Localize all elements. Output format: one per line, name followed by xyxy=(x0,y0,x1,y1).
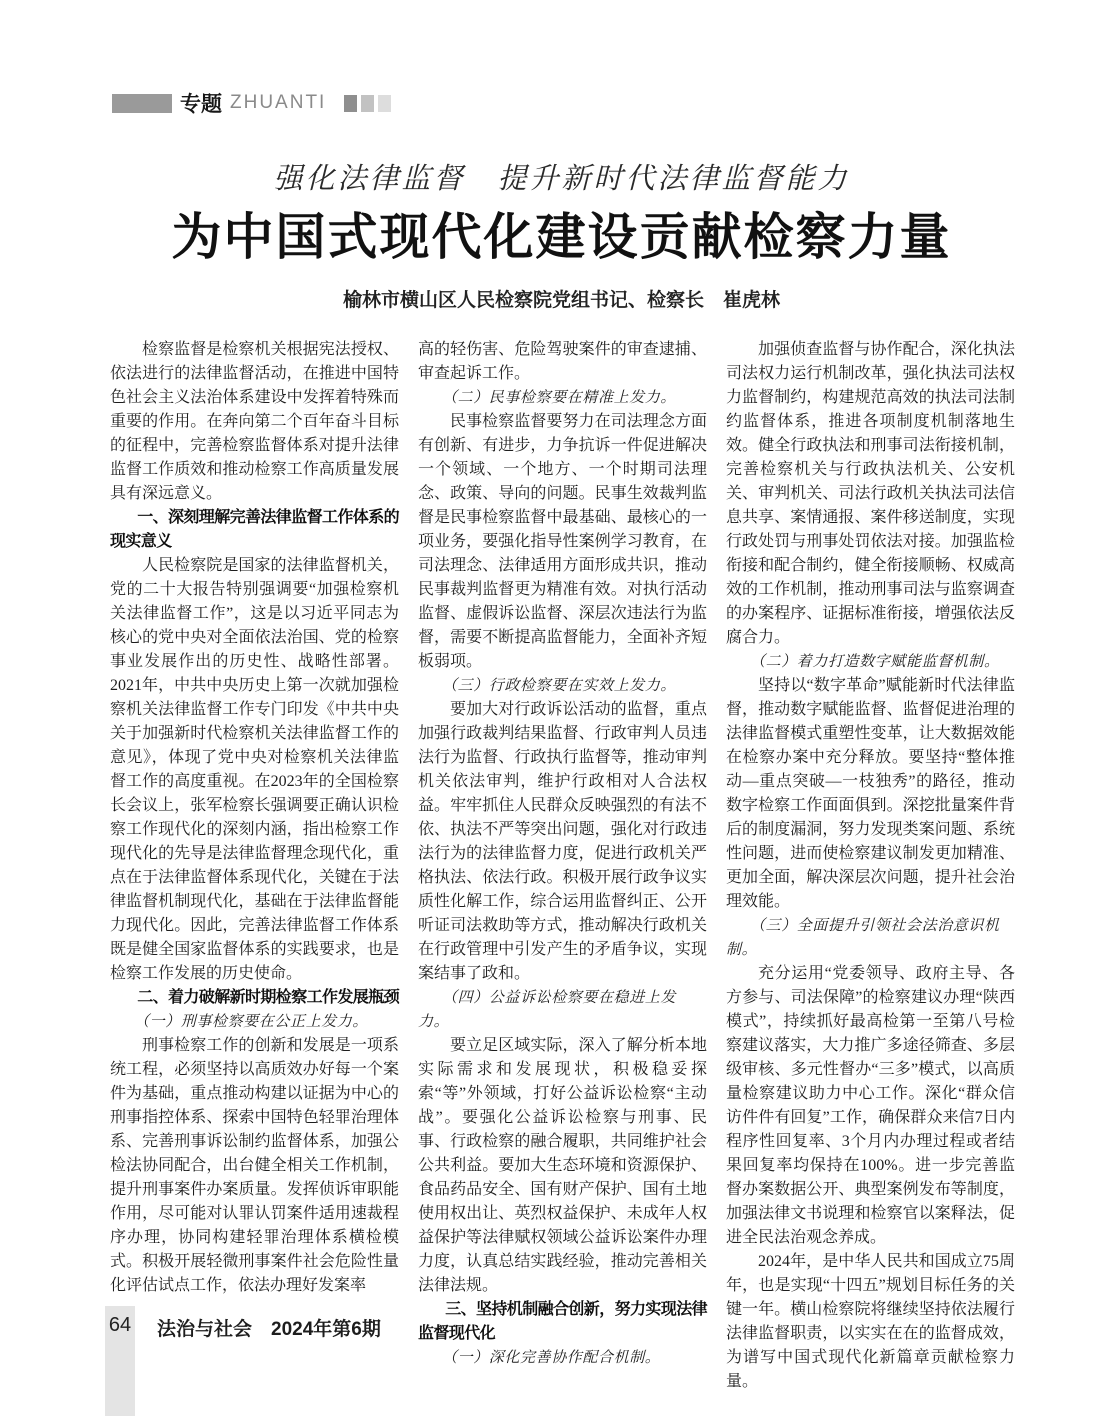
paragraph: 要立足区域实际，深入了解分析本地实际需求和发展现状，积极稳妥探索“等”外领域，打好公益诉讼检察“主动战”。要强化公益诉讼检察与刑事、民事、行政检察的融合履职，共同维护社会公共利益。要加大生态环境和资源保护、食品药品安全、国有财产保护、国有土地使用权出让、英烈权益保护、未成年人权益保护等法律赋权领域公益诉讼案件办理力度，认真总结实践经验，推动完善相关法律法规。 xyxy=(418,1037,707,1294)
sub-heading: （二）民事检察要在精准上发力。 xyxy=(442,390,677,406)
article-body xyxy=(110,338,1015,1394)
paragraph: 刑事检察工作的创新和发展是一项系统工程，必须坚持以高质效办好每一个案件为基础，重点推动构建以证据为中心的刑事指控体系、探索中国特色轻罪治理体系、完善刑事诉讼制约监督体系，加强公检法协同配合，出台健全相关工作机制，提升刑事案件办案质量。发挥侦诉审职能作用，尽可能对认罪认罚案件适用速裁程序办理，协同构建轻罪治理体系横检模式。积极开展轻微刑事案件社会危险性量化评估试点工作，依法办理好发案率 xyxy=(110,1037,399,1294)
section-header xyxy=(112,88,391,118)
column-2 xyxy=(418,338,707,1394)
column-1 xyxy=(110,338,399,1394)
section-heading-1: 一、深刻理解完善法律监督工作体系的现实意义 xyxy=(110,509,399,550)
paragraph-continued: 高的轻伤害、危险驾驶案件的审查逮捕、审查起诉工作。 xyxy=(418,341,707,382)
square-icon xyxy=(361,95,374,112)
sub-heading: （一）深化完善协作配合机制。 xyxy=(442,1350,661,1366)
paragraph: 民事检察监督要努力在司法理念方面有创新、有进步，力争抗诉一件促进解决一个领域、一个地方、一个时期司法理念、政策、导向的问题。民事生效裁判监督是民事检察监督中最基础、最核心的一项业务，要强化指导性案例学习教育，在司法理念、法律适用方面形成共识，推动民事裁判监督更为精准有效。对执行活动监督、虚假诉讼监督、深层次违法行为监督，需要不断提高监督能力，全面补齐短板弱项。 xyxy=(418,413,707,670)
sub-heading: （四）公益诉讼检察要在稳进上发力。 xyxy=(418,990,677,1030)
section-heading-2: 二、着力破解新时期检察工作发展瓶颈 xyxy=(137,989,399,1006)
article-author-line: 榆林市横山区人民检察院党组书记、检察长 崔虎林 xyxy=(342,289,780,311)
paragraph: 要加大对行政诉讼活动的监督，重点加强行政裁判结果监督、行政审判人员违法行为监督、行政执行监督等，推动审判机关依法审判，维护行政相对人合法权益。牢牢抓住人民群众反映强烈的有法不依、执法不严等突出问题，强化对行政违法行为的法律监督力度，促进行政机关严格执法、依法行政。积极开展行政争议实质性化解工作，综合运用监督纠正、公开听证司法救助等方式，推动解决行政机关在行政管理中引发产生的矛盾争议，实现案结事了政和。 xyxy=(418,701,707,982)
paragraph: 坚持以“数字革命”赋能新时代法律监督，推动数字赋能监督、监督促进治理的法律监督模式重塑性变革，让大数据效能在检察办案中充分释放。要坚持“整体推动—重点突破—一枝独秀”的路径，推动数字检察工作面面俱到。深挖批量案件背后的制度漏洞，努力发现类案问题、系统性问题，进而使检察建议制发更加精准、更加全面，解决深层次问题，提升社会治理效能。 xyxy=(726,677,1015,910)
header-accent-bar xyxy=(112,94,172,113)
sub-heading: （三）行政检察要在实效上发力。 xyxy=(442,678,677,694)
sub-heading: （二）着力打造数字赋能监督机制。 xyxy=(750,654,1000,670)
paragraph: 人民检察院是国家的法律监督机关，党的二十大报告特别强调要“加强检察机关法律监督工作”，这是以习近平同志为核心的党中央对全面依法治国、党的检察事业发展作出的历史性、战略性部署。2021年，中共中央历史上第一次就加强检察机关法律监督工作专门印发《中共中央关于加强新时代检察机关法律监督工作的意见》，体现了党中央对检察机关法律监督工作的高度重视。在2023年的全国检察长会议上，张军检察长强调要正确认识检察工作现代化的深刻内涵，指出检察工作现代化的先导是法律监督理念现代化，重点在于法律监督体系现代化，关键在于法律监督机制现代化，基础在于法律监督能力现代化。因此，完善法律监督工作体系既是健全国家监督体系的实践要求，也是检察工作发展的历史使命。 xyxy=(110,557,399,982)
article-title-block xyxy=(110,156,1013,312)
article-main-title: 为中国式现代化建设贡献检察力量 xyxy=(171,209,952,265)
square-icon xyxy=(378,95,391,112)
sub-heading: （一）刑事检察要在公正上发力。 xyxy=(134,1014,369,1030)
paragraph: 2024年，是中华人民共和国成立75周年，也是实现“十四五”规划目标任务的关键一年。横山检察院将继续坚持依法履行法律监督职责，以实实在在的监督成效，为谱写中国式现代化新篇章贡献检察力量。 xyxy=(726,1253,1015,1390)
header-squares-icon xyxy=(344,95,391,112)
page-number-strip xyxy=(105,1306,135,1416)
page-number: 64 xyxy=(108,1314,132,1336)
paragraph: 充分运用“党委领导、政府主导、各方参与、司法保障”的检察建议办理“陕西模式”，持续抓好最高检第一至第八号检察建议落实，大力推广多途径筛查、多层级审核、多元性督办“三多”模式，以高质量检察建议助力中心工作。深化“群众信访件件有回复”工作，确保群众来信7日内程序性回复率、3个月内办理过程或者结果回复率均保持在100%。进一步完善监督办案数据公开、典型案例发布等制度，加强法律文书说理和检察官以案释法，促进全民法治观念养成。 xyxy=(726,965,1015,1246)
square-icon xyxy=(344,95,357,112)
column-3 xyxy=(726,338,1015,1394)
section-heading-3: 三、坚持机制融合创新，努力实现法律监督现代化 xyxy=(418,1301,707,1342)
section-label-cn: 专题 xyxy=(180,93,222,116)
paragraph: 加强侦查监督与协作配合，深化执法司法权力运行机制改革，强化执法司法权力监督制约，构建规范高效的执法司法制约监督体系，推进各项制度机制落地生效。健全行政执法和刑事司法衔接机制，完善检察机关与行政执法机关、公安机关、审判机关、司法行政机关执法司法信息共享、案情通报、案件移送制度，实现行政处罚与刑事处罚依法对接。加强监检衔接和配合制约，健全衔接顺畅、权威高效的工作机制，推动刑事司法与监察调查的办案程序、证据标准衔接，增强依法反腐合力。 xyxy=(726,341,1015,646)
section-label-en: ZHUANTI xyxy=(230,92,327,113)
paragraph: 检察监督是检察机关根据宪法授权、依法进行的法律监督活动，在推进中国特色社会主义法治体系建设中发挥着特殊而重要的作用。在奔向第二个百年奋斗目标的征程中，完善检察监督体系对提升法律监督工作质效和推动检察工作高质量发展具有深远意义。 xyxy=(110,341,399,502)
sub-heading: （三）全面提升引领社会法治意识机制。 xyxy=(726,918,1000,958)
journal-footer-line: 法治与社会 2024年第6期 xyxy=(157,1319,381,1340)
article-subtitle: 强化法律监督 提升新时代法律监督能力 xyxy=(273,163,850,195)
